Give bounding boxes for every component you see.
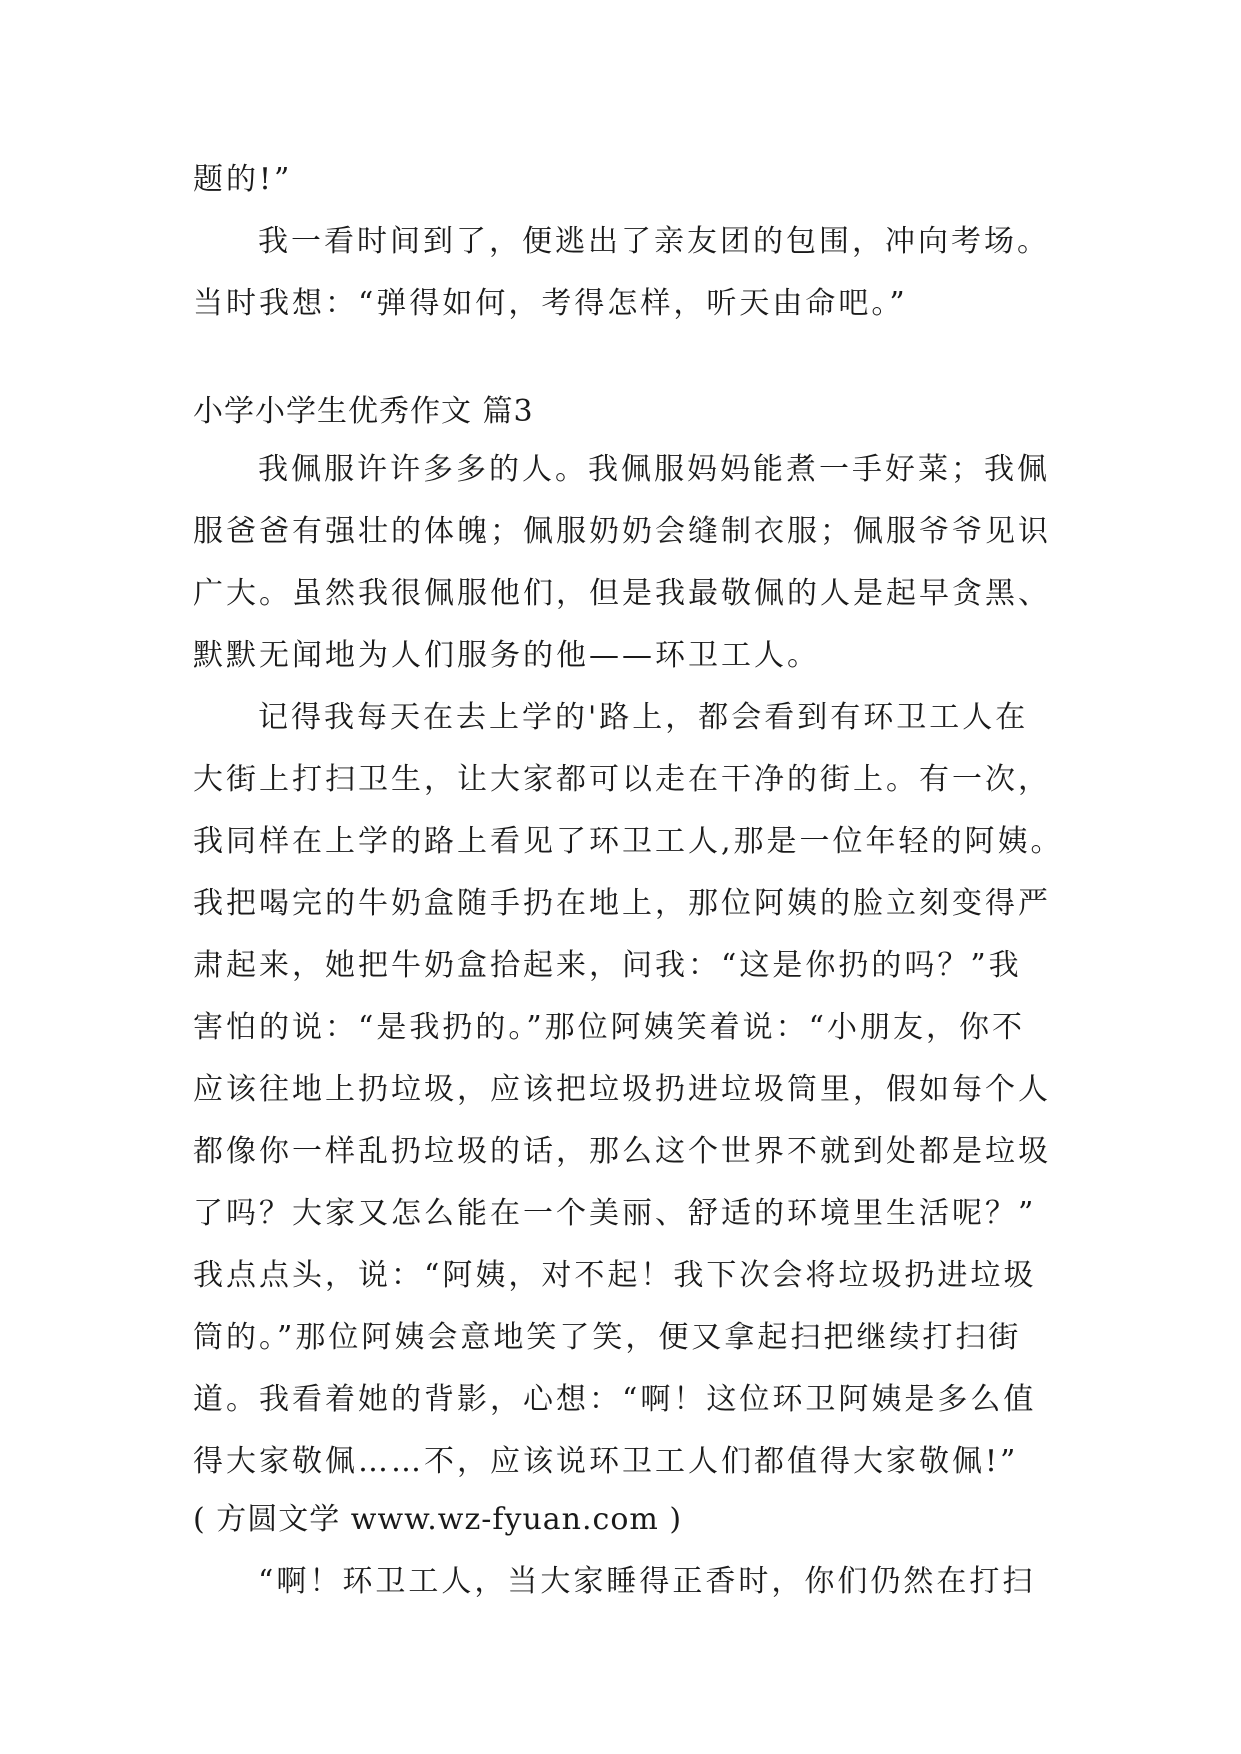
text-line: 我点点头，说：“阿姨，对不起！我下次会将垃圾扔进垃圾 [193, 1258, 1037, 1293]
text-line: 都像你一样乱扔垃圾的话，那么这个世界不就到处都是垃圾 [193, 1134, 1051, 1169]
text-line: 我同样在上学的路上看见了环卫工人,那是一位年轻的阿姨。 [193, 824, 1064, 859]
text-line: 题的!” [193, 162, 293, 197]
source-note: ( 方圆文学 www.wz-fyuan.com ) [193, 1502, 683, 1537]
text-line: 了吗？大家又怎么能在一个美丽、舒适的环境里生活呢？” [193, 1196, 1037, 1231]
text-line: 当时我想：“弹得如何，考得怎样，听天由命吧。” [193, 286, 908, 321]
text-line: 服爸爸有强壮的体魄；佩服奶奶会缝制衣服；佩服爷爷见识 [193, 514, 1051, 549]
text-line: 肃起来，她把牛奶盒拾起来，问我：“这是你扔的吗？”我 [193, 948, 1022, 983]
paragraph-start: 记得我每天在去上学的'路上，都会看到有环卫工人在 [258, 700, 1029, 735]
paragraph-start: 我一看时间到了，便逃出了亲友团的包围，冲向考场。 [258, 224, 1050, 259]
text-line: 得大家敬佩……不，应该说环卫工人们都值得大家敬佩!” [193, 1444, 1019, 1479]
text-line: 应该往地上扔垃圾，应该把垃圾扔进垃圾筒里，假如每个人 [193, 1072, 1051, 1107]
text-line: 筒的。”那位阿姨会意地笑了笑，便又拿起扫把继续打扫街 [193, 1320, 1022, 1355]
text-line: 我把喝完的牛奶盒随手扔在地上，那位阿姨的脸立刻变得严 [193, 886, 1051, 921]
section-heading: 小学小学生优秀作文 篇3 [193, 394, 534, 429]
text-line: 广大。虽然我很佩服他们，但是我最敬佩的人是起早贪黑、 [193, 576, 1051, 611]
paragraph-start: “啊！环卫工人，当大家睡得正香时，你们仍然在打扫 [258, 1564, 1036, 1599]
text-line: 默默无闻地为人们服务的他——环卫工人。 [193, 638, 820, 673]
text-line: 道。我看着她的背影，心想：“啊！这位环卫阿姨是多么值 [193, 1382, 1037, 1417]
text-line: 害怕的说：“是我扔的。”那位阿姨笑着说：“小朋友，你不 [193, 1010, 1026, 1045]
paragraph-start: 我佩服许许多多的人。我佩服妈妈能煮一手好菜；我佩 [258, 452, 1050, 487]
text-line: 大街上打扫卫生，让大家都可以走在干净的街上。有一次， [193, 762, 1051, 797]
